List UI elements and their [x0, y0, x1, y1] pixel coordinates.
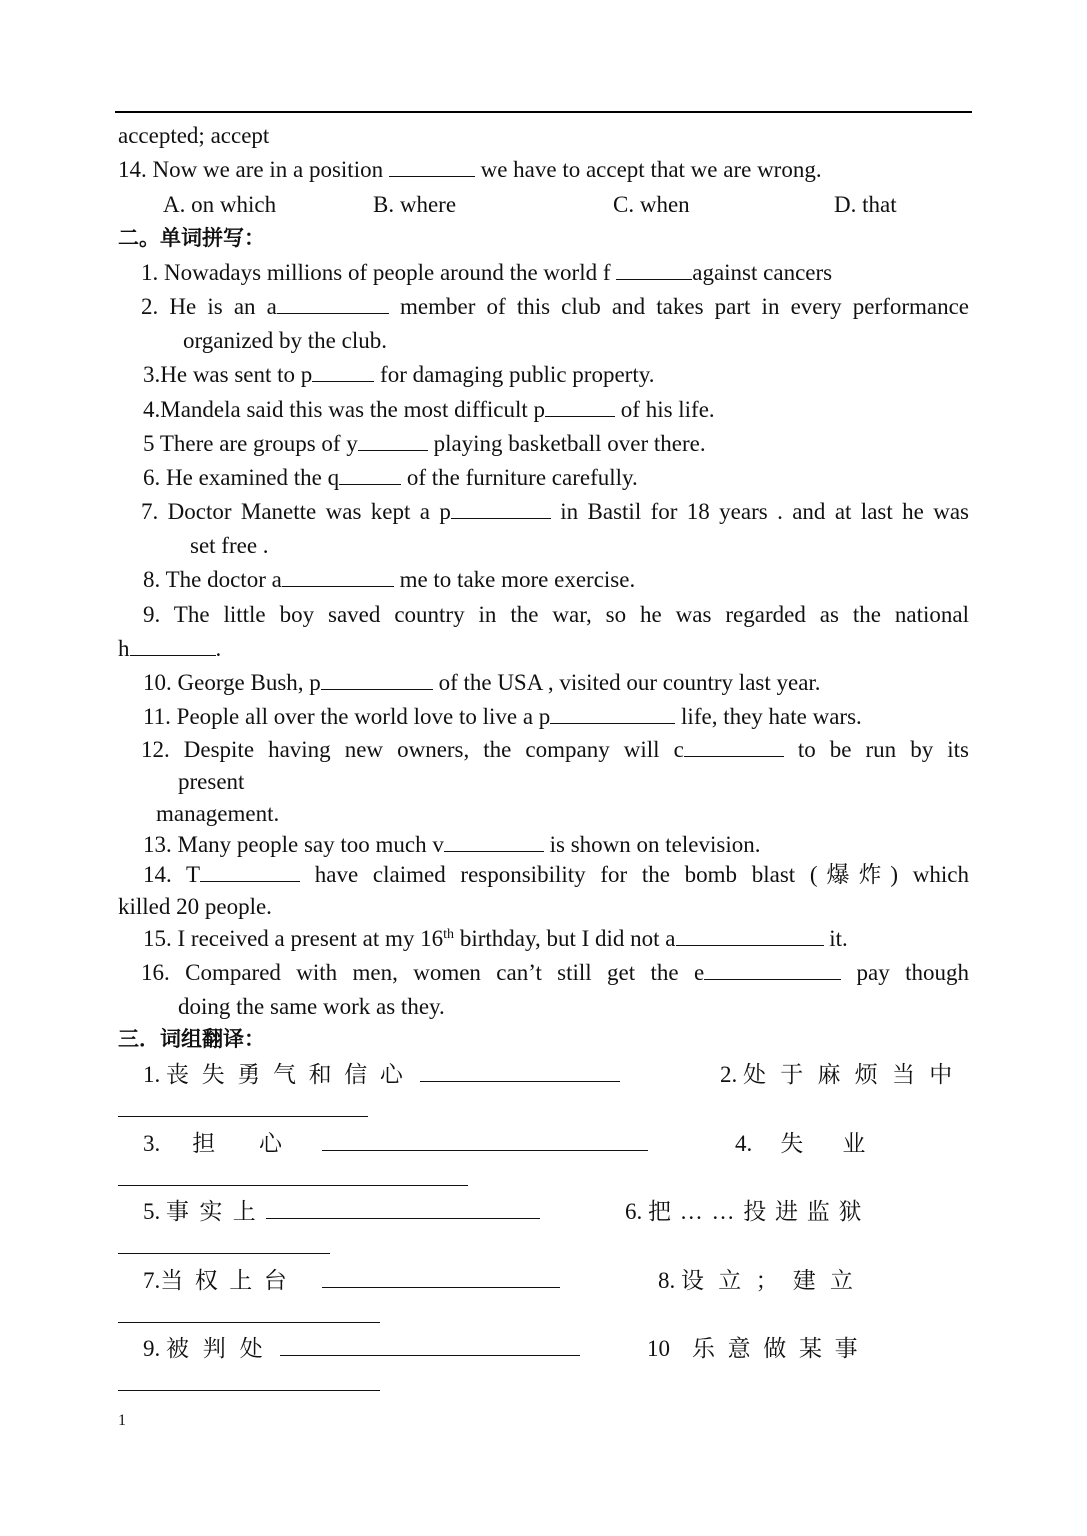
answer-blank[interactable] — [322, 1269, 560, 1288]
answer-blank[interactable] — [118, 1304, 380, 1323]
translation-item-8: 8. 设立；建立 — [658, 1268, 868, 1293]
spelling-item-11: 11. People all over the world love to live a p life, they hate wars. — [143, 704, 862, 729]
answer-blank[interactable] — [451, 500, 551, 519]
spelling-item-14-cont: killed 20 people. — [118, 894, 272, 919]
answer-blank[interactable] — [200, 863, 300, 882]
translation-item-9: 9. 被判处 — [143, 1337, 580, 1360]
answer-blank[interactable] — [282, 568, 394, 587]
translation-item-7: 7.当权上台 — [143, 1269, 560, 1292]
translation-item-10-blank — [118, 1372, 380, 1395]
mc-option-a: A. on which — [163, 192, 277, 217]
translation-item-2: 2. 处于麻烦当中 — [720, 1062, 967, 1087]
header-rule — [115, 111, 972, 113]
spelling-item-1: 1. Nowadays millions of people around the world f against cancers — [141, 260, 833, 285]
answer-blank[interactable] — [118, 1098, 368, 1117]
translation-item-6: 6. 把……投进监狱 — [625, 1199, 871, 1224]
answer-blank[interactable] — [266, 1200, 540, 1219]
answer-blank[interactable] — [358, 432, 428, 451]
spelling-item-7-cont: set free . — [190, 533, 269, 558]
spelling-item-9: 9. The little boy saved country in the war, so he was regarded as the national — [143, 602, 969, 627]
section-title-translation: 三．词组翻译： — [118, 1027, 265, 1051]
answer-blank[interactable] — [616, 261, 692, 280]
answer-blank[interactable] — [676, 927, 824, 946]
spelling-item-5: 5 There are groups of y playing basketball over there. — [143, 431, 706, 456]
spelling-item-16-cont: doing the same work as they. — [178, 994, 445, 1019]
spelling-item-8: 8. The doctor a me to take more exercise. — [143, 567, 636, 592]
spelling-item-13: 13. Many people say too much v is shown on television. — [143, 832, 761, 857]
spelling-item-12-cont2: management. — [156, 801, 280, 826]
translation-item-10: 10 乐意做某事 — [647, 1336, 871, 1361]
translation-item-5: 5. 事实上 — [143, 1200, 540, 1223]
spelling-item-12-cont: present — [178, 769, 245, 794]
answer-blank[interactable] — [280, 1337, 580, 1356]
answer-blank[interactable] — [321, 671, 433, 690]
answer-blank[interactable] — [550, 705, 675, 724]
answer-blank[interactable] — [704, 961, 841, 980]
translation-item-1: 1. 丧失勇气和信心 — [143, 1063, 620, 1086]
spelling-item-2-cont: organized by the club. — [183, 328, 387, 353]
answer-blank[interactable] — [420, 1063, 620, 1082]
answer-blank[interactable] — [444, 833, 544, 852]
translation-item-4: 4. 失业 — [735, 1131, 905, 1156]
mc-question-14: 14. Now we are in a position we have to accept that we are wrong. — [118, 157, 822, 182]
spelling-item-16: 16. Compared with men, women can’t still get the e pay though — [141, 960, 969, 985]
spelling-item-7: 7. Doctor Manette was kept a p in Bastil for 18 years . and at last he was — [141, 499, 969, 524]
spelling-item-10: 10. George Bush, p of the USA , visited our country last year. — [143, 670, 821, 695]
mc-option-d: D. that — [834, 192, 897, 217]
answer-blank[interactable] — [312, 363, 374, 382]
spelling-item-12: 12. Despite having new owners, the company will c to be run by its — [141, 737, 969, 762]
spelling-item-2: 2. He is an a member of this club and takes part in every performance — [141, 294, 970, 319]
spelling-item-15: 15. I received a present at my 16th birthday, but I did not a it. — [143, 926, 848, 951]
translation-item-8-blank — [118, 1304, 380, 1327]
spelling-item-9-cont: h . — [118, 636, 222, 661]
answer-blank[interactable] — [130, 637, 216, 656]
translation-item-3: 3. 担心 — [143, 1132, 648, 1155]
mc-option-b: B. where — [373, 192, 457, 217]
mc-option-c: C. when — [613, 192, 690, 217]
answer-blank[interactable] — [322, 1132, 648, 1151]
spelling-item-3: 3.He was sent to p for damaging public property. — [143, 362, 655, 387]
spelling-item-4: 4.Mandela said this was the most difficult p of his life. — [143, 397, 715, 422]
answer-blank[interactable] — [277, 295, 389, 314]
spelling-item-6: 6. He examined the q of the furniture carefully. — [143, 465, 638, 490]
translation-item-4-blank — [118, 1167, 468, 1190]
answer-blank[interactable] — [118, 1235, 330, 1254]
translation-item-6-blank — [118, 1235, 330, 1258]
section-title-spelling: 二。单词拼写： — [118, 226, 265, 250]
answer-blank[interactable] — [389, 158, 475, 177]
answer-blank[interactable] — [684, 738, 784, 757]
answer-blank[interactable] — [339, 466, 401, 485]
continuation-text: accepted; accept — [118, 123, 270, 148]
answer-blank[interactable] — [545, 398, 615, 417]
spelling-item-14: 14. T have claimed responsibility for the bomb blast (爆炸) which — [143, 862, 969, 887]
page-number: 1 — [118, 1412, 126, 1429]
answer-blank[interactable] — [118, 1372, 380, 1391]
translation-item-2-blank — [118, 1098, 368, 1121]
answer-blank[interactable] — [118, 1167, 468, 1186]
